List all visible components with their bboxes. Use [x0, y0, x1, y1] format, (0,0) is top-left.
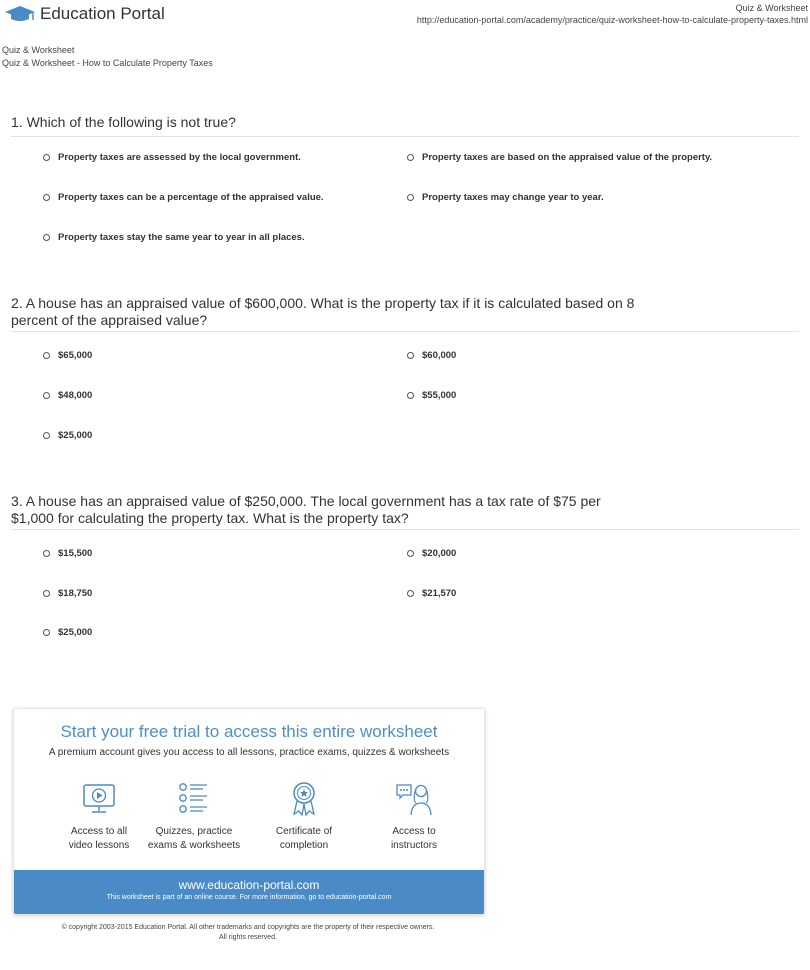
radio-button-icon[interactable]: [43, 234, 50, 241]
header-info: [417, 2, 808, 26]
radio-button-icon[interactable]: [407, 392, 414, 399]
question-1-option[interactable]: [43, 192, 324, 203]
radio-button-icon[interactable]: [407, 194, 414, 201]
logo-text: Education Portal: [40, 4, 165, 23]
checklist-icon: [174, 779, 214, 819]
feature-label: Access to: [392, 826, 436, 837]
promo-title[interactable]: Start your free trial to access this entire worksheet: [60, 722, 438, 741]
divider: [11, 136, 799, 137]
radio-button-icon[interactable]: [407, 352, 414, 359]
option-label: $18,750: [58, 588, 93, 599]
feature-certificate: [249, 779, 359, 853]
question-3-option[interactable]: [43, 548, 92, 559]
promo-subtitle: A premium account gives you access to all lessons, practice exams, quizzes & worksheets: [48, 747, 450, 758]
video-monitor-icon: [79, 779, 119, 819]
question-1-option[interactable]: [43, 232, 305, 243]
question-2-option[interactable]: [407, 390, 456, 401]
feature-instructors: [359, 779, 469, 853]
option-label: $15,500: [58, 548, 93, 559]
option-label: Property taxes may change year to year.: [422, 192, 604, 203]
radio-button-icon[interactable]: [43, 392, 50, 399]
option-label: $55,000: [422, 390, 457, 401]
feature-video-lessons: [44, 779, 154, 853]
radio-button-icon[interactable]: [407, 590, 414, 597]
graduation-cap-icon: [4, 4, 36, 24]
question-3-option[interactable]: [43, 588, 92, 599]
divider: [11, 331, 799, 332]
option-label: Property taxes are based on the appraised value of the property.: [422, 152, 713, 163]
question-3-option[interactable]: [43, 627, 92, 638]
question-3-title: [11, 493, 691, 527]
free-trial-promo[interactable]: [13, 708, 485, 915]
question-1-title: 1. Which of the following is not true?: [11, 114, 236, 130]
option-label: $25,000: [58, 430, 93, 441]
radio-button-icon[interactable]: [43, 432, 50, 439]
site-logo[interactable]: [4, 2, 165, 26]
doc-type-label: Quiz & Worksheet: [735, 3, 808, 13]
option-label: Property taxes can be a percentage of the appraised value.: [58, 192, 324, 203]
radio-button-icon[interactable]: [43, 194, 50, 201]
feature-label: Quizzes, practice: [155, 826, 233, 837]
feature-label: Access to all: [70, 826, 128, 837]
breadcrumb: [2, 44, 213, 70]
site-link[interactable]: www.education-portal.com: [178, 878, 320, 892]
instructor-chat-icon: [394, 779, 434, 819]
radio-button-icon[interactable]: [43, 550, 50, 557]
feature-label: exams & worksheets: [147, 840, 241, 851]
question-2-title: [11, 295, 691, 329]
question-3-option[interactable]: [407, 588, 456, 599]
option-label: $65,000: [58, 350, 93, 361]
breadcrumb-line-2: Quiz & Worksheet - How to Calculate Property Taxes: [2, 58, 213, 68]
option-label: $20,000: [422, 548, 457, 559]
copyright-line-2: All rights reserved.: [219, 934, 277, 941]
feature-label: video lessons: [68, 840, 130, 851]
radio-button-icon[interactable]: [43, 590, 50, 597]
option-label: Property taxes are assessed by the local government.: [58, 152, 301, 163]
page-url[interactable]: http://education-portal.com/academy/practice/quiz-worksheet-how-to-calculate-property-taxes.html: [416, 15, 808, 25]
question-2-title-line-1: 2. A house has an appraised value of $600,000. What is the property tax if it is calculated based on 8: [11, 295, 635, 311]
question-1-option[interactable]: [407, 152, 712, 163]
question-2-title-line-2: percent of the appraised value?: [11, 312, 208, 328]
option-label: $21,570: [422, 588, 457, 599]
copyright-line-1: © copyright 2003-2015 Education Portal. All other trademarks and copyrights are the property of their respective owners.: [61, 924, 435, 931]
question-2-option[interactable]: [43, 430, 92, 441]
radio-button-icon[interactable]: [43, 629, 50, 636]
question-1-option[interactable]: [43, 152, 301, 163]
promo-bar[interactable]: [14, 870, 484, 914]
question-2-option[interactable]: [407, 350, 456, 361]
certificate-ribbon-icon: [284, 779, 324, 819]
question-1-option[interactable]: [407, 192, 604, 203]
radio-button-icon[interactable]: [43, 154, 50, 161]
radio-button-icon[interactable]: [407, 154, 414, 161]
breadcrumb-line-1: Quiz & Worksheet: [2, 45, 75, 55]
radio-button-icon[interactable]: [43, 352, 50, 359]
question-3-title-line-1: 3. A house has an appraised value of $250,000. The local government has a tax rate of $75 per: [11, 493, 601, 509]
question-3-title-line-2: $1,000 for calculating the property tax. What is the property tax?: [11, 510, 409, 526]
radio-button-icon[interactable]: [407, 550, 414, 557]
promo-note: This worksheet is part of an online course. For more information, go to education-portal.com: [106, 894, 392, 901]
question-2-option[interactable]: [43, 350, 92, 361]
feature-label: instructors: [390, 840, 438, 851]
copyright-footer: [13, 923, 483, 943]
feature-quizzes: [139, 779, 249, 853]
feature-label: completion: [279, 840, 329, 851]
option-label: Property taxes stay the same year to year in all places.: [58, 232, 305, 243]
question-2-option[interactable]: [43, 390, 92, 401]
option-label: $25,000: [58, 627, 93, 638]
option-label: $60,000: [422, 350, 457, 361]
question-3-option[interactable]: [407, 548, 456, 559]
feature-label: Certificate of: [275, 826, 333, 837]
divider: [11, 529, 799, 530]
option-label: $48,000: [58, 390, 93, 401]
